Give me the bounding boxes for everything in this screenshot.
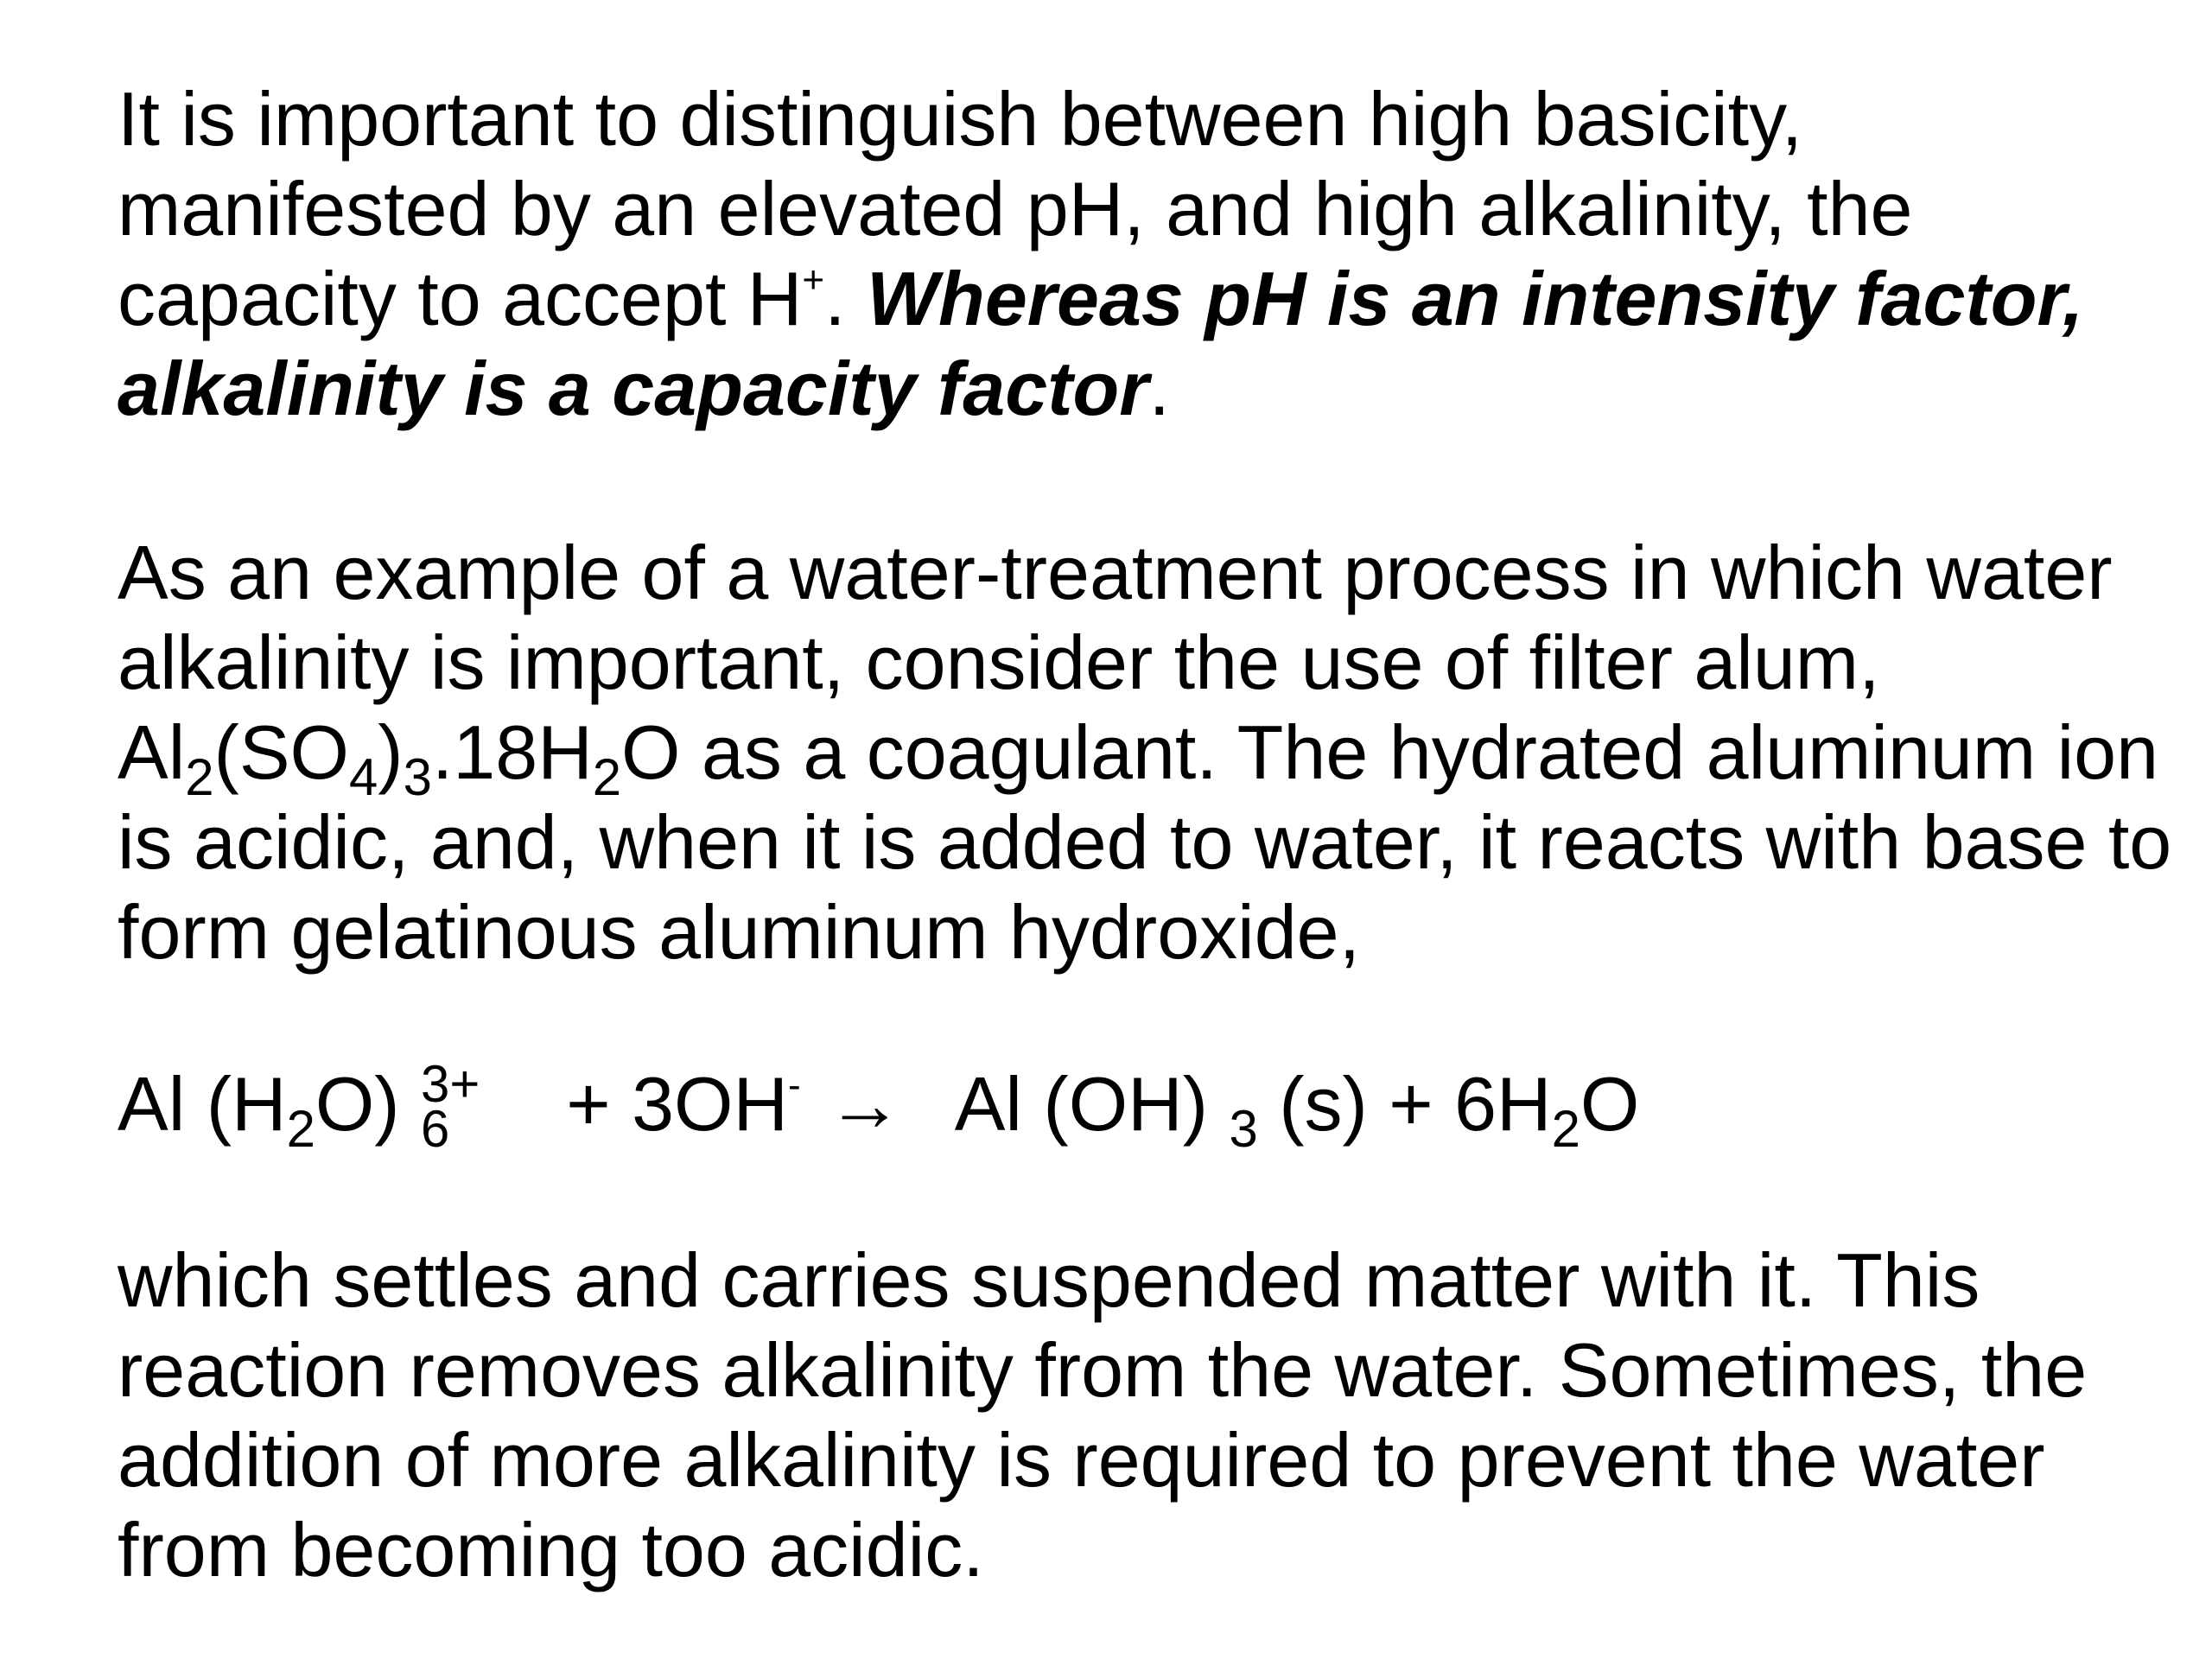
text-line: manifested by an elevated pH, and high alkalinity, the — [118, 166, 1913, 251]
text-run: ) — [378, 709, 404, 795]
subscript: 3 — [403, 748, 432, 807]
equation-term: (s) + 6H — [1257, 1061, 1552, 1147]
subscript: 2 — [1551, 1100, 1580, 1159]
reaction-arrow: → — [826, 1061, 903, 1147]
text-run: O as a coagulant. The hydrated aluminum ion — [621, 709, 2159, 795]
text-run: . — [824, 256, 867, 341]
text-line: is acidic, and, when it is added to water, it reacts with base to — [118, 799, 2172, 885]
superscript: + — [802, 258, 825, 302]
text-line: alkalinity is important, consider the use of filter alum, — [118, 620, 1880, 705]
text-run: .18H — [431, 709, 593, 795]
text-line: from becoming too acidic. — [118, 1507, 984, 1592]
text-line: form gelatinous aluminum hydroxide, — [118, 889, 1361, 975]
subscript: 4 — [348, 748, 378, 807]
text-line: addition of more alkalinity is required to prevent the water — [118, 1417, 2045, 1503]
text-line: As an example of a water-treatment process in which water — [118, 530, 2113, 615]
equation-term: O) — [315, 1061, 422, 1147]
emphasis-text: Whereas pH is an intensity factor, — [867, 256, 2084, 341]
text-run: . — [1148, 346, 1170, 431]
text-line — [118, 254, 2131, 344]
alum-formula-line — [118, 708, 2159, 807]
equation-term: Al (H — [118, 1061, 287, 1147]
equation-term: + 3OH — [566, 1061, 789, 1147]
subscript: 3 — [1229, 1100, 1258, 1159]
superscript-charge: 3+ — [421, 1055, 480, 1114]
subscript: 6 — [421, 1100, 450, 1159]
subscript: 2 — [286, 1100, 315, 1159]
paragraph-basicity-vs-alkalinity — [118, 74, 2131, 434]
paragraph-alum-example — [118, 528, 2172, 977]
text-line: reaction removes alkalinity from the water. Sometimes, the — [118, 1327, 2088, 1413]
equation-term: Al (OH) — [954, 1061, 1230, 1147]
text-line: It is important to distinguish between high basicity, — [118, 76, 1803, 162]
subscript: 2 — [185, 748, 214, 807]
equation-term: O — [1580, 1061, 1640, 1147]
text-run: (SO — [213, 709, 349, 795]
text-run: capacity to accept H — [118, 256, 803, 341]
text-run: Al — [118, 709, 186, 795]
text-line: which settles and carries suspended matter with it. This — [118, 1237, 1980, 1323]
subscript: 2 — [592, 748, 622, 807]
chemical-equation — [118, 1055, 1640, 1159]
paragraph-conclusion — [118, 1236, 2131, 1595]
text-line — [118, 344, 2131, 434]
emphasis-text: alkalinity is a capacity factor — [118, 346, 1149, 431]
superscript-charge: - — [788, 1064, 801, 1107]
